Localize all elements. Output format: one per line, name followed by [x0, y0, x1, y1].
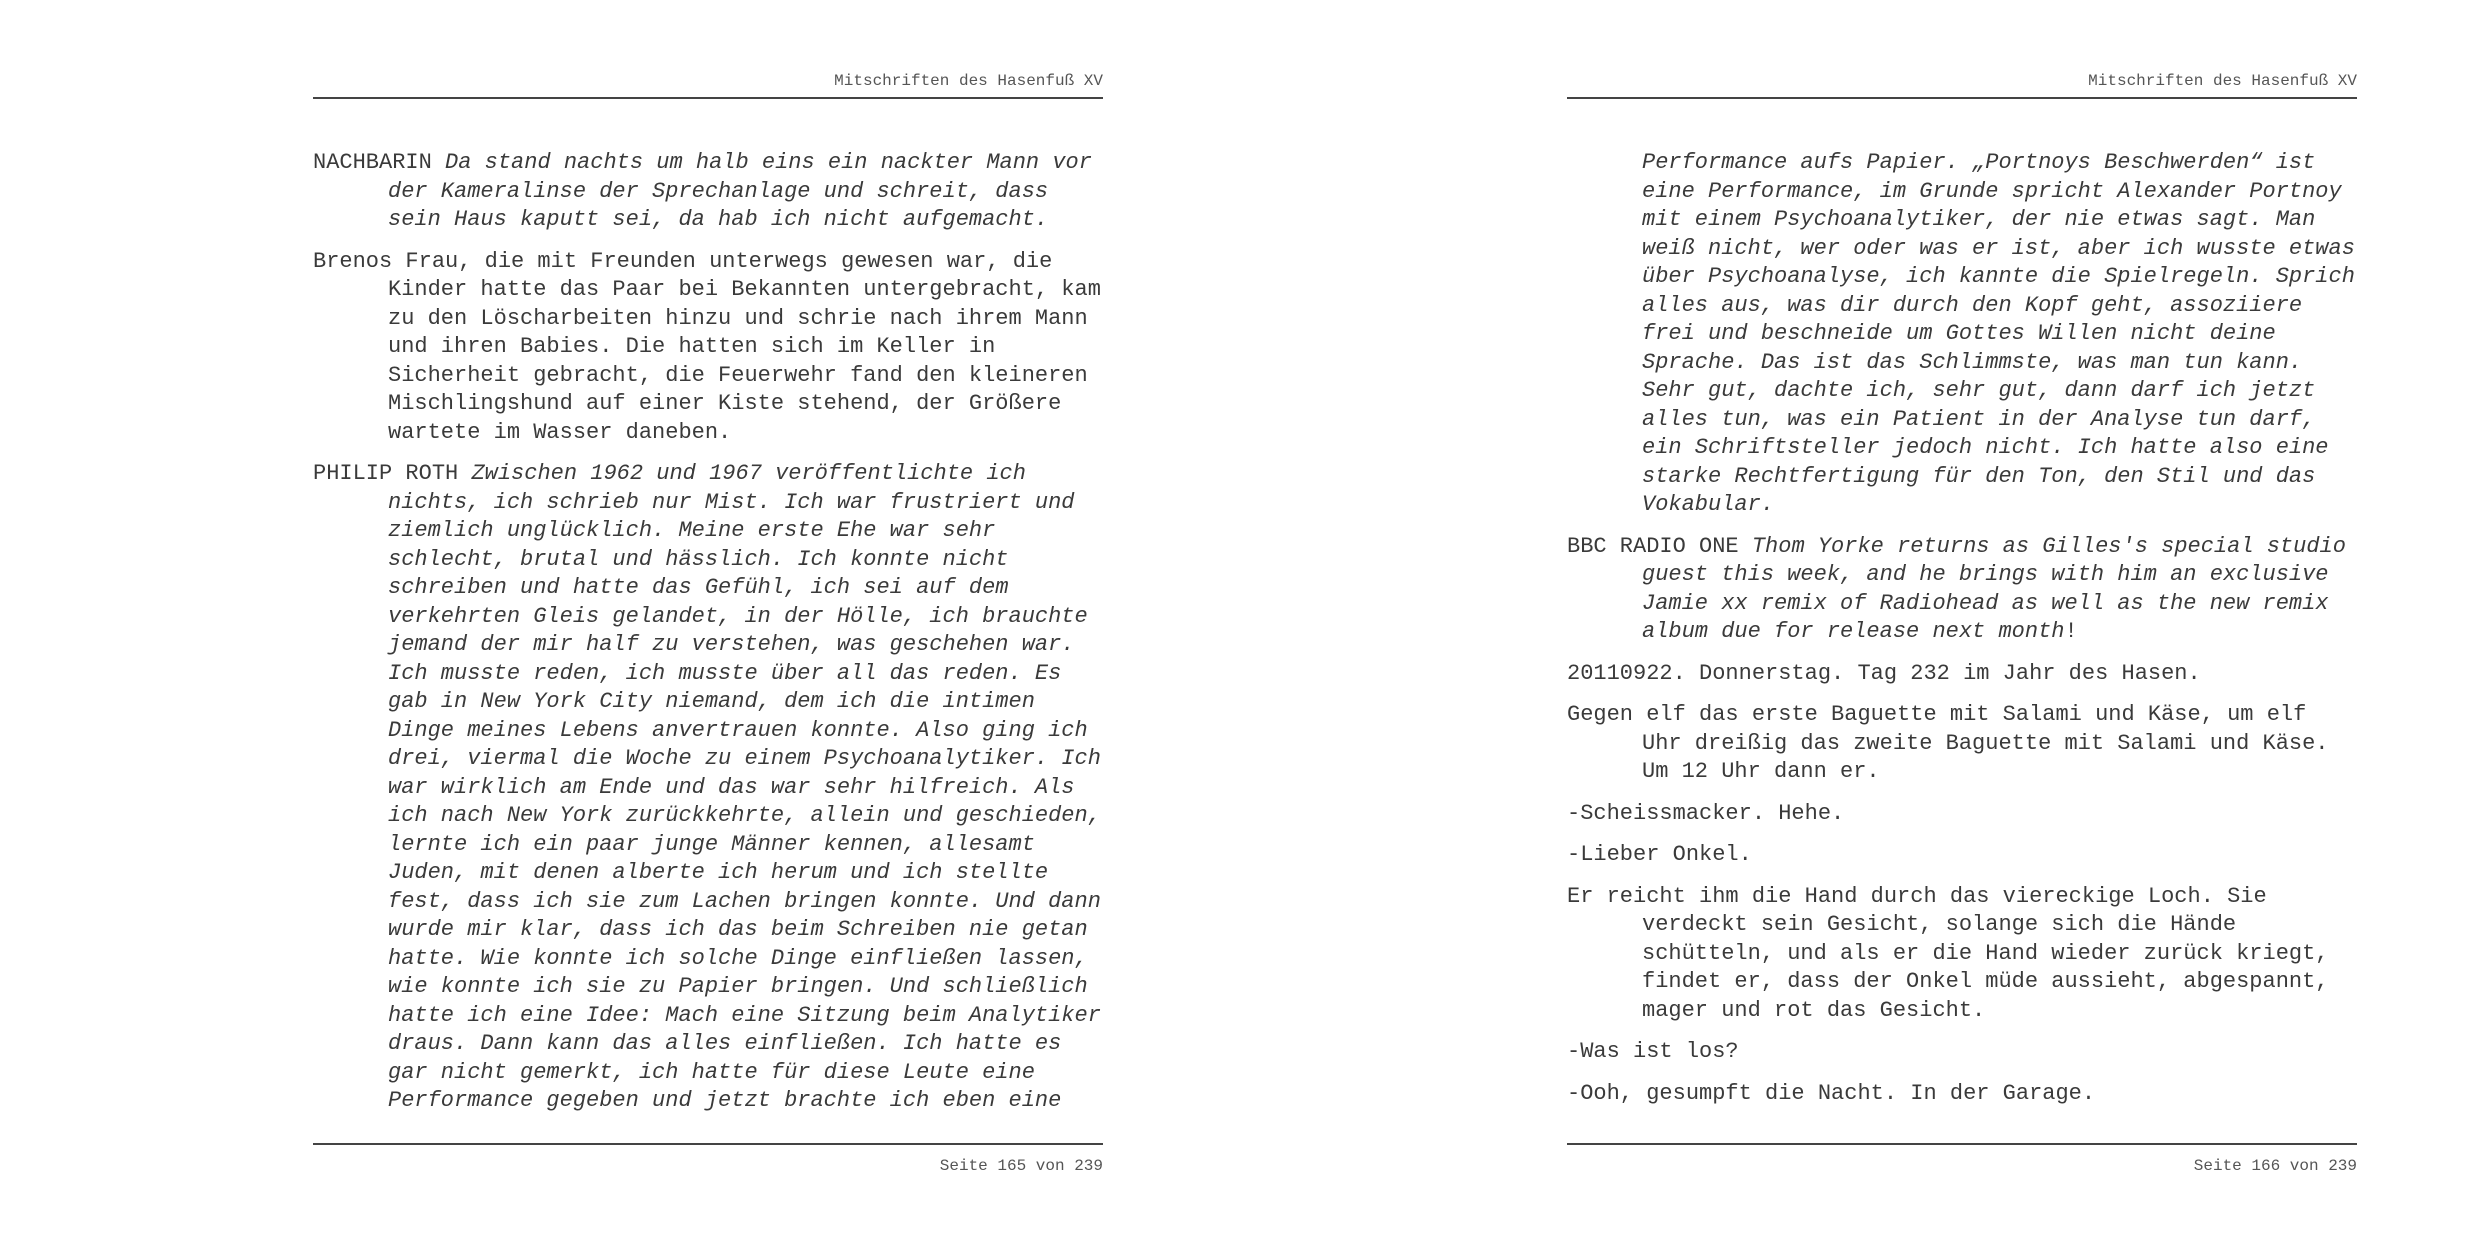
header-rule: [1567, 97, 2357, 99]
right-page: [1567, 0, 2357, 1240]
paragraph-bbc-radio: [1567, 533, 2357, 647]
date-line: 20110922. Donnerstag. Tag 232 im Jahr des Hasen.: [1567, 660, 2201, 686]
page-number: Seite 165 von 239: [939, 1157, 1103, 1175]
paragraph-nachbarin: [313, 149, 1103, 235]
paragraph-hand: Er reicht ihm die Hand durch das viereckige Loch. Sie verdeckt sein Gesicht, solange sich die Hände schütteln, und als er die Hand wieder zurück kriegt, findet er, dass der Onkel müde aussieht, abgespannt, mager und rot das Gesicht.: [1567, 883, 2329, 1023]
left-page: [313, 0, 1103, 1240]
dialogue-line: -Scheissmacker. Hehe.: [1567, 800, 1845, 826]
footer-rule: [313, 1143, 1103, 1145]
page-number: Seite 166 von 239: [2193, 1157, 2357, 1175]
header-rule: [313, 97, 1103, 99]
running-head: Mitschriften des Hasenfuß XV: [834, 72, 1103, 90]
dialogue-line: -Ooh, gesumpft die Nacht. In der Garage.: [1567, 1080, 2096, 1106]
speech-text: Thom Yorke returns as Gilles's special studio guest this week, and he brings with him an exclusive Jamie xx remix of Radiohead as well as the new remix album due for release next month: [1642, 533, 2346, 644]
paragraph-roth-continuation: Performance aufs Papier. „Portnoys Beschwerden“ ist eine Performance, im Grunde spricht Alexander Portnoy mit einem Psychoanalytiker, der nie etwas sagt. Man weiß nicht, wer oder was er ist, aber ich wusste etwas über Psychoanalyse, ich kannte die Spielregeln. Sprich alles aus, was dir durch den Kopf geht, assoziiere frei und beschneide um Gottes Willen nicht deine Sprache. Das ist das Schlimmste, was man tun kann. Sehr gut, dachte ich, sehr gut, dann darf ich jetzt alles tun, was ein Patient in der Analyse tun darf, ein Schriftsteller jedoch nicht. Ich hatte also eine starke Rechtfertigung für den Ton, den Stil und das Vokabular.: [1642, 150, 2355, 517]
speaker-label: NACHBARIN: [313, 150, 432, 175]
speech-tail: !: [2064, 619, 2078, 644]
speaker-label: PHILIP ROTH: [313, 461, 459, 486]
running-head: Mitschriften des Hasenfuß XV: [2088, 72, 2357, 90]
dialogue-line: -Lieber Onkel.: [1567, 842, 1752, 867]
paragraph-brenos-frau: Brenos Frau, die mit Freunden unterwegs gewesen war, die Kinder hatte das Paar bei Bekannten untergebracht, kam zu den Löscharbeiten hinzu und schrie nach ihrem Mann und ihren Babies. Die hatten sich im Keller in Sicherheit gebracht, die Feuerwehr fand den kleineren Mischlingshund auf einer Kiste stehend, der Größere wartete im Wasser daneben.: [313, 248, 1101, 445]
footer-rule: [1567, 1143, 2357, 1145]
page-body: [313, 149, 1103, 1129]
paragraph-baguette: Gegen elf das erste Baguette mit Salami und Käse, um elf Uhr dreißig das zweite Baguette mit Salami und Käse. Um 12 Uhr dann er.: [1567, 702, 2329, 784]
speech-text: Zwischen 1962 und 1967 veröffentlichte ich nichts, ich schrieb nur Mist. Ich war frustriert und ziemlich unglücklich. Meine erste Ehe war sehr schlecht, brutal und hässlich. Ich konnte nicht schreiben und hatte das Gefühl, ich sei auf dem verkehrten Gleis gelandet, in der Hölle, ich brauchte jemand der mir half zu verstehen, was geschehen war. Ich musste reden, ich musste über all das reden. Es gab in New York City niemand, dem ich die intimen Dinge meines Lebens anvertrauen konnte. Also ging ich drei, viermal die Woche zu einem Psychoanalytiker. Ich war wirklich am Ende und das war sehr hilfreich. Als ich nach New York zurückkehrte, allein und geschieden, lernte ich ein paar junge Männer kennen, allesamt Juden, mit denen alberte ich herum und ich stellte fest, dass ich sie zum Lachen bringen konnte. Und dann wurde mir klar, dass ich das beim Schreiben nie getan hatte. Wie konnte ich solche Dinge einfließen lassen, wie konnte ich sie zu Papier bringen. Und schließlich hatte ich eine Idee: Mach eine Sitzung beim Analytiker draus. Dann kann das alles einfließen. Ich hatte es gar nicht gemerkt, ich hatte für diese Leute eine Performance gegeben und jetzt brachte ich eben eine: [388, 461, 1101, 1113]
page-body: [1567, 149, 2357, 1121]
speech-text: Da stand nachts um halb eins ein nackter Mann vor der Kameralinse der Sprechanlage und schreit, dass sein Haus kaputt sei, da hab ich nicht aufgemacht.: [388, 150, 1092, 232]
speaker-label: BBC RADIO ONE: [1567, 533, 1739, 559]
dialogue-line: -Was ist los?: [1567, 1039, 1739, 1064]
paragraph-philip-roth: [313, 460, 1103, 1116]
